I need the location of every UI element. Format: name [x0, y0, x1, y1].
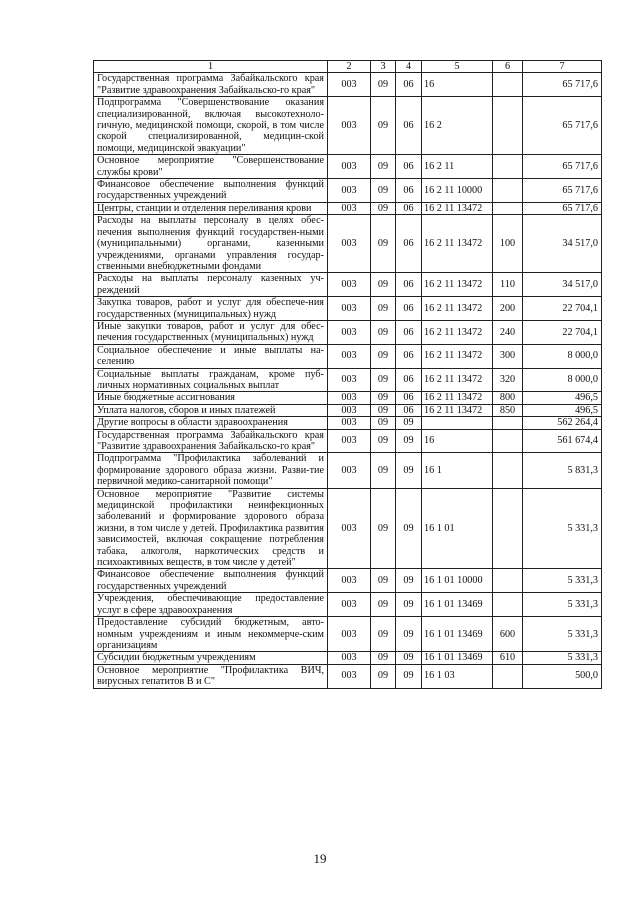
- section-code-cell: 09: [371, 368, 396, 392]
- amount-cell: 34 517,0: [523, 273, 602, 297]
- table-row: [94, 392, 602, 404]
- subsection-code-cell: 06: [396, 320, 422, 344]
- expense-type-cell: 300: [493, 344, 523, 368]
- table-row: [94, 368, 602, 392]
- table-row: [94, 155, 602, 179]
- admin-code-cell: 003: [328, 392, 371, 404]
- target-item-code-cell: 16 2 11 13472: [422, 392, 493, 404]
- amount-cell: 562 264,4: [523, 417, 602, 429]
- subsection-code-cell: 06: [396, 297, 422, 321]
- amount-cell: 65 717,6: [523, 97, 602, 155]
- subsection-code-cell: 06: [396, 392, 422, 404]
- target-item-code-cell: 16 1 01 13469: [422, 593, 493, 617]
- row-name-cell: Финансовое обеспечение выполнения функций государственных учреждений: [94, 569, 328, 593]
- admin-code-cell: 003: [328, 297, 371, 321]
- amount-cell: 65 717,6: [523, 73, 602, 97]
- section-code-cell: 09: [371, 97, 396, 155]
- section-code-cell: 09: [371, 652, 396, 664]
- page-number: 19: [313, 851, 327, 866]
- expense-type-cell: 800: [493, 392, 523, 404]
- admin-code-cell: 003: [328, 488, 371, 569]
- admin-code-cell: 003: [328, 617, 371, 652]
- expense-type-cell: [493, 202, 523, 214]
- table-row: [94, 215, 602, 273]
- table-row: [94, 617, 602, 652]
- subsection-code-cell: 09: [396, 453, 422, 488]
- expense-type-cell: 320: [493, 368, 523, 392]
- row-name-cell: Центры, станции и отделения переливания крови: [94, 202, 328, 214]
- section-code-cell: 09: [371, 179, 396, 203]
- section-code-cell: 09: [371, 392, 396, 404]
- section-code-cell: 09: [371, 569, 396, 593]
- row-name-cell: Основное мероприятие "Совершенствование службы крови": [94, 155, 328, 179]
- target-item-code-cell: 16 1 01: [422, 488, 493, 569]
- table-row: [94, 453, 602, 488]
- section-code-cell: 09: [371, 617, 396, 652]
- admin-code-cell: 003: [328, 368, 371, 392]
- subsection-code-cell: 06: [396, 97, 422, 155]
- table-row: [94, 344, 602, 368]
- target-item-code-cell: 16 2 11 13472: [422, 404, 493, 416]
- row-name-cell: Подпрограмма "Совершенствование оказания специализированной, включая высокотехноло-гичную, медицинской помощи, скорой, в том числе скорой специализированной, медицин-ской помощи, медицинской эвакуации": [94, 97, 328, 155]
- target-item-code-cell: 16 2: [422, 97, 493, 155]
- subsection-code-cell: 09: [396, 652, 422, 664]
- table-row: [94, 297, 602, 321]
- table-row: [94, 429, 602, 453]
- amount-cell: 5 831,3: [523, 453, 602, 488]
- target-item-code-cell: 16 1 03: [422, 664, 493, 688]
- amount-cell: 8 000,0: [523, 368, 602, 392]
- row-name-cell: Социальные выплаты гражданам, кроме пуб-личных нормативных социальных выплат: [94, 368, 328, 392]
- admin-code-cell: 003: [328, 202, 371, 214]
- amount-cell: 34 517,0: [523, 215, 602, 273]
- expense-type-cell: 610: [493, 652, 523, 664]
- expense-type-cell: [493, 593, 523, 617]
- admin-code-cell: 003: [328, 215, 371, 273]
- table-row: [94, 73, 602, 97]
- target-item-code-cell: 16 2 11 13472: [422, 297, 493, 321]
- target-item-code-cell: 16 1 01 10000: [422, 569, 493, 593]
- section-code-cell: 09: [371, 404, 396, 416]
- row-name-cell: Предоставление субсидий бюджетным, авто-номным учреждениям и иным некоммерче-ским организациям: [94, 617, 328, 652]
- target-item-code-cell: 16 2 11 13472: [422, 344, 493, 368]
- row-name-cell: Финансовое обеспечение выполнения функций государственных учреждений: [94, 179, 328, 203]
- expense-type-cell: [493, 453, 523, 488]
- expense-type-cell: 200: [493, 297, 523, 321]
- amount-cell: 500,0: [523, 664, 602, 688]
- admin-code-cell: 003: [328, 417, 371, 429]
- section-code-cell: 09: [371, 344, 396, 368]
- admin-code-cell: 003: [328, 569, 371, 593]
- admin-code-cell: 003: [328, 429, 371, 453]
- expense-type-cell: [493, 417, 523, 429]
- expense-type-cell: [493, 179, 523, 203]
- admin-code-cell: 003: [328, 344, 371, 368]
- section-code-cell: 09: [371, 320, 396, 344]
- amount-cell: 5 331,3: [523, 593, 602, 617]
- column-header: 3: [371, 61, 396, 73]
- subsection-code-cell: 09: [396, 593, 422, 617]
- target-item-code-cell: 16: [422, 73, 493, 97]
- amount-cell: 5 331,3: [523, 488, 602, 569]
- row-name-cell: Основное мероприятие "Развитие системы медицинской профилактики неинфекционных заболеваний и формирование здорового образа жизни, в том числе у детей. Профилактика развития зависимостей, включая сокращение потребления табака, алкоголя, наркотических средств и психоактивных веществ, в том числе у детей": [94, 488, 328, 569]
- expense-type-cell: [493, 155, 523, 179]
- subsection-code-cell: 06: [396, 368, 422, 392]
- target-item-code-cell: 16 2 11 13472: [422, 273, 493, 297]
- table-row: [94, 404, 602, 416]
- target-item-code-cell: 16 2 11 10000: [422, 179, 493, 203]
- expense-type-cell: [493, 664, 523, 688]
- expense-type-cell: 240: [493, 320, 523, 344]
- subsection-code-cell: 06: [396, 202, 422, 214]
- admin-code-cell: 003: [328, 453, 371, 488]
- section-code-cell: 09: [371, 488, 396, 569]
- row-name-cell: Иные закупки товаров, работ и услуг для обес-печения государственных (муниципальных) нужд: [94, 320, 328, 344]
- expense-type-cell: [493, 488, 523, 569]
- amount-cell: 496,5: [523, 404, 602, 416]
- row-name-cell: Государственная программа Забайкальского края "Развитие здравоохранения Забайкальско-го края": [94, 429, 328, 453]
- expense-type-cell: [493, 569, 523, 593]
- table-row: [94, 488, 602, 569]
- row-name-cell: Подпрограмма "Профилактика заболеваний и формирование здорового образа жизни. Разви-тие первичной медико-санитарной помощи": [94, 453, 328, 488]
- amount-cell: 5 331,3: [523, 617, 602, 652]
- section-code-cell: 09: [371, 273, 396, 297]
- target-item-code-cell: 16 1 01 13469: [422, 617, 493, 652]
- subsection-code-cell: 06: [396, 73, 422, 97]
- section-code-cell: 09: [371, 202, 396, 214]
- amount-cell: 22 704,1: [523, 320, 602, 344]
- admin-code-cell: 003: [328, 97, 371, 155]
- row-name-cell: Государственная программа Забайкальского края "Развитие здравоохранения Забайкальско-го края": [94, 73, 328, 97]
- target-item-code-cell: 16: [422, 429, 493, 453]
- section-code-cell: 09: [371, 664, 396, 688]
- section-code-cell: 09: [371, 215, 396, 273]
- subsection-code-cell: 09: [396, 417, 422, 429]
- admin-code-cell: 003: [328, 73, 371, 97]
- amount-cell: 5 331,3: [523, 569, 602, 593]
- expense-type-cell: [493, 73, 523, 97]
- subsection-code-cell: 06: [396, 179, 422, 203]
- target-item-code-cell: 16 2 11 13472: [422, 215, 493, 273]
- admin-code-cell: 003: [328, 664, 371, 688]
- row-name-cell: Закупка товаров, работ и услуг для обеспече-ния государственных (муниципальных) нужд: [94, 297, 328, 321]
- table-header-row: [94, 61, 602, 73]
- admin-code-cell: 003: [328, 652, 371, 664]
- amount-cell: 496,5: [523, 392, 602, 404]
- column-header: 4: [396, 61, 422, 73]
- subsection-code-cell: 09: [396, 617, 422, 652]
- row-name-cell: Основное мероприятие "Профилактика ВИЧ, вирусных гепатитов В и С": [94, 664, 328, 688]
- budget-table: [93, 60, 602, 689]
- target-item-code-cell: 16 2 11: [422, 155, 493, 179]
- subsection-code-cell: 09: [396, 429, 422, 453]
- amount-cell: 5 331,3: [523, 652, 602, 664]
- amount-cell: 65 717,6: [523, 155, 602, 179]
- row-name-cell: Расходы на выплаты персоналу в целях обес-печения выполнения функций государствен-ными (муниципальными) органами, казенными учреждениями, органами управления государ-ственными внебюджетными фондами: [94, 215, 328, 273]
- admin-code-cell: 003: [328, 179, 371, 203]
- table-row: [94, 320, 602, 344]
- subsection-code-cell: 06: [396, 215, 422, 273]
- table-row: [94, 179, 602, 203]
- expense-type-cell: 100: [493, 215, 523, 273]
- amount-cell: 8 000,0: [523, 344, 602, 368]
- subsection-code-cell: 06: [396, 155, 422, 179]
- expense-type-cell: [493, 97, 523, 155]
- row-name-cell: Иные бюджетные ассигнования: [94, 392, 328, 404]
- table-row: [94, 652, 602, 664]
- subsection-code-cell: 09: [396, 569, 422, 593]
- section-code-cell: 09: [371, 155, 396, 179]
- column-header: 5: [422, 61, 493, 73]
- admin-code-cell: 003: [328, 320, 371, 344]
- expense-type-cell: 850: [493, 404, 523, 416]
- target-item-code-cell: 16 1: [422, 453, 493, 488]
- section-code-cell: 09: [371, 429, 396, 453]
- expense-type-cell: 110: [493, 273, 523, 297]
- table-row: [94, 417, 602, 429]
- table-body: [94, 73, 602, 688]
- column-header: 7: [523, 61, 602, 73]
- subsection-code-cell: 09: [396, 488, 422, 569]
- subsection-code-cell: 09: [396, 664, 422, 688]
- amount-cell: 65 717,6: [523, 202, 602, 214]
- row-name-cell: Уплата налогов, сборов и иных платежей: [94, 404, 328, 416]
- table-row: [94, 273, 602, 297]
- row-name-cell: Субсидии бюджетным учреждениям: [94, 652, 328, 664]
- section-code-cell: 09: [371, 297, 396, 321]
- subsection-code-cell: 06: [396, 404, 422, 416]
- expense-type-cell: [493, 429, 523, 453]
- table-row: [94, 202, 602, 214]
- column-header: 6: [493, 61, 523, 73]
- target-item-code-cell: 16 2 11 13472: [422, 202, 493, 214]
- target-item-code-cell: 16 2 11 13472: [422, 320, 493, 344]
- admin-code-cell: 003: [328, 593, 371, 617]
- table-row: [94, 593, 602, 617]
- section-code-cell: 09: [371, 417, 396, 429]
- section-code-cell: 09: [371, 453, 396, 488]
- row-name-cell: Социальное обеспечение и иные выплаты на-селению: [94, 344, 328, 368]
- amount-cell: 65 717,6: [523, 179, 602, 203]
- table-row: [94, 664, 602, 688]
- section-code-cell: 09: [371, 593, 396, 617]
- target-item-code-cell: 16 1 01 13469: [422, 652, 493, 664]
- admin-code-cell: 003: [328, 404, 371, 416]
- admin-code-cell: 003: [328, 273, 371, 297]
- row-name-cell: Учреждения, обеспечивающие предоставление услуг в сфере здравоохранения: [94, 593, 328, 617]
- target-item-code-cell: 16 2 11 13472: [422, 368, 493, 392]
- column-header: 2: [328, 61, 371, 73]
- subsection-code-cell: 06: [396, 273, 422, 297]
- table-row: [94, 97, 602, 155]
- target-item-code-cell: [422, 417, 493, 429]
- row-name-cell: Расходы на выплаты персоналу казенных уч-реждений: [94, 273, 328, 297]
- subsection-code-cell: 06: [396, 344, 422, 368]
- expense-type-cell: 600: [493, 617, 523, 652]
- column-header: 1: [94, 61, 328, 73]
- section-code-cell: 09: [371, 73, 396, 97]
- admin-code-cell: 003: [328, 155, 371, 179]
- table-row: [94, 569, 602, 593]
- amount-cell: 22 704,1: [523, 297, 602, 321]
- amount-cell: 561 674,4: [523, 429, 602, 453]
- row-name-cell: Другие вопросы в области здравоохранения: [94, 417, 328, 429]
